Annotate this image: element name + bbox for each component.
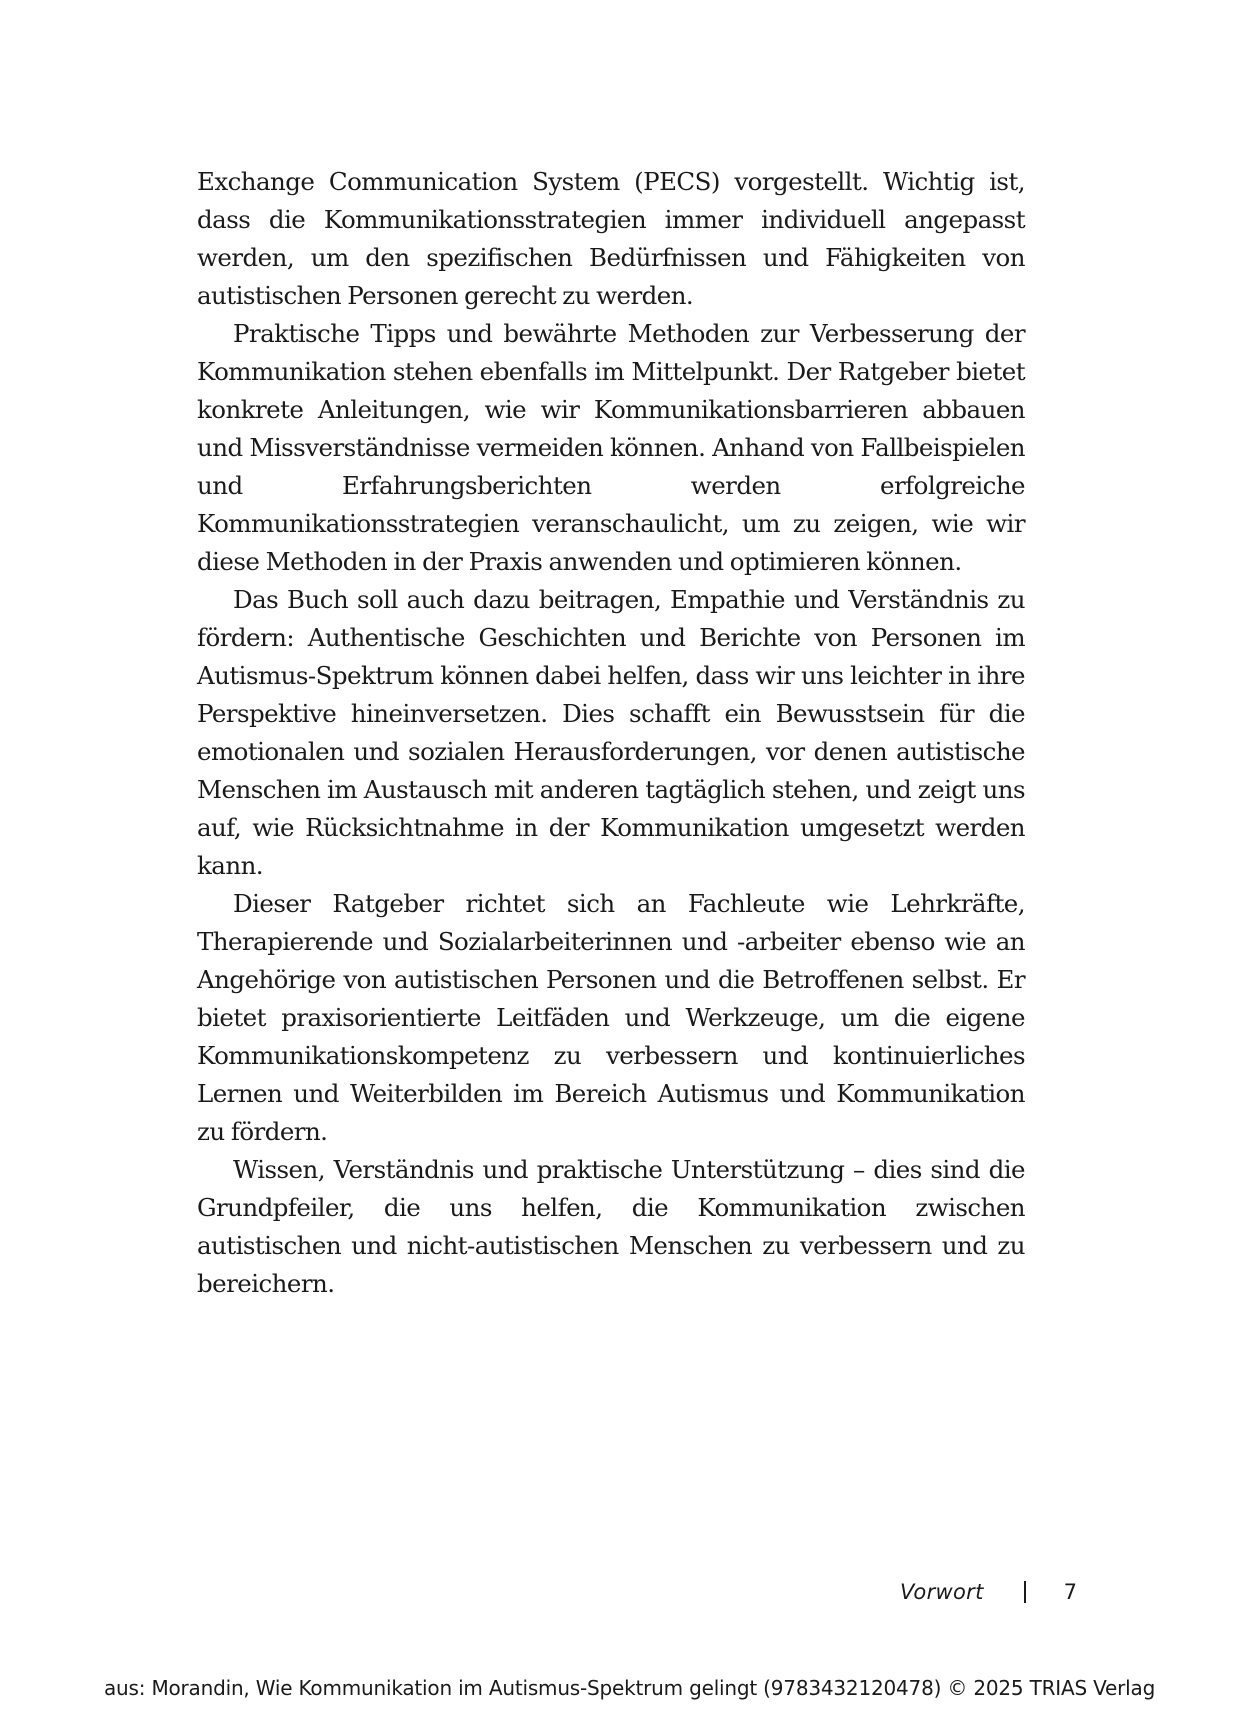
footer-section-title: Vorwort <box>900 1580 984 1604</box>
paragraph-2: Praktische Tipps und bewährte Methoden zur Verbesserung der Kommunikation stehen ebenfalls im Mittelpunkt. Der Ratgeber bietet konkrete Anleitungen, wie wir Kommunikationsbarrieren abbauen und Missverständnisse vermeiden können. Anhand von Fallbeispielen und Erfahrungsberichten werden erfolgreiche Kommunikationsstrategien veranschaulicht, um zu zeigen, wie wir diese Methoden in der Praxis anwenden und optimieren können. <box>197 319 1025 576</box>
body-text <box>197 163 1025 1303</box>
paragraph-3: Das Buch soll auch dazu beitragen, Empathie und Verständnis zu fördern: Authentische Geschichten und Berichte von Personen im Autismus-Spektrum können dabei helfen, dass wir uns leichter in ihre Perspektive hineinversetzen. Dies schafft ein Bewusstsein für die emotionalen und sozialen Herausforderungen, vor denen autistische Menschen im Austausch mit anderen tagtäglich stehen, und zeigt uns auf, wie Rücksichtnahme in der Kommunikation umgesetzt werden kann. <box>197 585 1025 880</box>
running-footer <box>900 1575 1077 1609</box>
page-number: 7 <box>1063 1580 1077 1604</box>
paragraph-5: Wissen, Verständnis und praktische Unterstützung – dies sind die Grundpfeiler, die uns helfen, die Kommunikation zwischen autistischen und nicht-autistischen Menschen zu verbessern und zu bereichern. <box>197 1155 1025 1298</box>
paragraph-4: Dieser Ratgeber richtet sich an Fachleute wie Lehrkräfte, Therapierende und Sozialarbeiterinnen und -arbeiter ebenso wie an Angehörige von autistischen Personen und die Betroffenen selbst. Er bietet praxisorientierte Leitfäden und Werkzeuge, um die eigene Kommunikationskompetenz zu verbessern und kontinuierliches Lernen und Weiterbilden im Bereich Autismus und Kommunikation zu fördern. <box>197 889 1025 1146</box>
footer-divider <box>1024 1581 1026 1603</box>
source-attribution: aus: Morandin, Wie Kommunikation im Autismus-Spektrum gelingt (9783432120478) © 2025 TRIAS Verlag <box>104 1676 1156 1700</box>
paragraph-1: Exchange Communication System (PECS) vorgestellt. Wichtig ist, dass die Kommunikationsstrategien immer individuell angepasst werden, um den spezifischen Bedürfnissen und Fähigkeiten von autistischen Personen gerecht zu werden. <box>197 167 1025 310</box>
